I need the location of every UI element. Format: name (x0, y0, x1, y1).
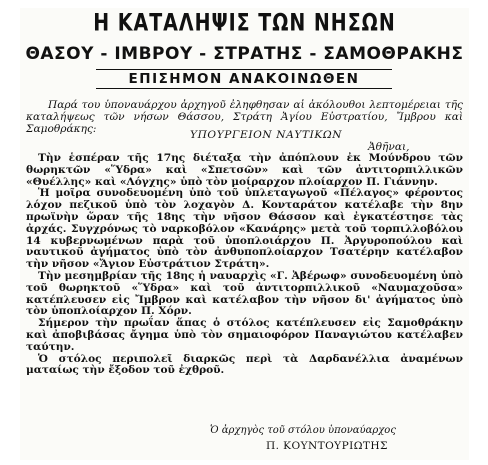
report-paragraph: Ἡ μοῖρα συνοδευομένη ὑπὸ τοῦ ὑπλεταγωγοῦ «Πέλαγος» φέροντος λόχον πεζικοῦ ὑπὸ τὸν λοχαγὸν Δ. Κονταράτον κατέλαβε τὴν 8ην πρωϊνὴν ὥραν τῆς 18ης τὴν νῆσον Θάσσον καὶ ἐγκατέστησε τὰς ἀρχάς. Συγχρόνως τὸ ναρκοβόλον «Κανάρης» μετὰ τοῦ τορπιλλοβόλου 14 κυβερνωμένων παρὰ τοῦ ὑποπλοιάρχου Π. Ἀργυροπούλου καὶ ναυτικοῦ ἀγήματος ὑπὸ τὸν ἀνθυποπλοίαρχον Τσατέρην κατέλαβον τὴν νῆσον «Ἄγιον Εὐστράτιον Στράτη». (26, 187, 463, 271)
section-heading: ΕΠΙΣΗΜΟΝ ΑΝΑΚΟΙΝΩΘΕΝ (96, 69, 392, 89)
signature-role: Ὁ ἀρχηγὸς τοῦ στόλου ὑποναύαρχος (210, 425, 396, 436)
headline-islands: ΘΑΣΟΥ - ΙΜΒΡΟΥ - ΣΤΡΑΤΗΣ - ΣΑΜΟΘΡΑΚΗΣ (25, 44, 464, 64)
ministry-heading: ΥΠΟΥΡΓΕΙΟΝ ΝΑΥΤΙΚΩΝ (190, 129, 343, 141)
report-body (26, 153, 463, 377)
report-paragraph: Τὴν ἑσπέραν τῆς 17ης διέταξα τὴν ἀπόπλουν ἐκ Μούνδρου τῶν θωρηκτῶν «Ὕδρα» καὶ «Σπετσῶν» καὶ τῶν ἀντιτορπιλλικῶν «Θυέλλης» καὶ «Λόγχης» ὑπὸ τὸν μοίραρχον πλοίαρχον Π. Γιάννην. (26, 152, 463, 188)
dateline-place: Ἀθῆναι, (368, 141, 410, 153)
report-paragraph: Ὁ στόλος περιπολεῖ διαρκῶς περὶ τὰ Δαρδανέλλια ἀναμένων ματαίως τὴν ἔξοδον τοῦ ἐχθροῦ. (26, 352, 463, 377)
newspaper-clipping (20, 8, 469, 460)
report-paragraph: Τὴν μεσημβρίαν τῆς 18ης ἡ ναυαρχὶς «Γ. Ἀβέρωφ» συνοδευομένη ὑπὸ τοῦ θωρηκτοῦ «Ὕδρα» καὶ τοῦ ἀντιτορπιλλικοῦ «Ναυμαχοῦσα» κατέπλευσεν εἰς Ἴμβρον καὶ κατέλαβον τὴν νῆσον δι' ἀγήματος ὑπὸ τὸν ὑποπλοίαρχον Π. Χόρν. (26, 269, 463, 318)
headline-title: Η ΚΑΤΑΛΗΨΙΣ ΤΩΝ ΝΗΣΩΝ (93, 9, 396, 37)
intro-paragraph: Παρά του ὑποναυάρχου ἀρχηγοῦ ἐληφθησαν αἱ ἀκόλουθοι λεπτομέρειαι τῆς καταλήψεως τῶν νήσων Θάσσου, Στράτη Ἀγίου Εὐστρατίου, Ἴμβρου καὶ Σαμοθράκης: (26, 99, 463, 135)
signature-name: Π. ΚΟΥΝΤΟΥΡΙΩΤΗΣ (266, 440, 388, 452)
report-paragraph: Σήμερον τὴν πρωΐαν ἅπας ὁ στόλος κατέπλευσεν εἰς Σαμοθράκην καὶ ἀποβιβάσας ἄγημα ὑπὸ τὸν σημαιοφόρον Παναγιώτου κατέλαβεν ταύτην. (26, 317, 463, 353)
